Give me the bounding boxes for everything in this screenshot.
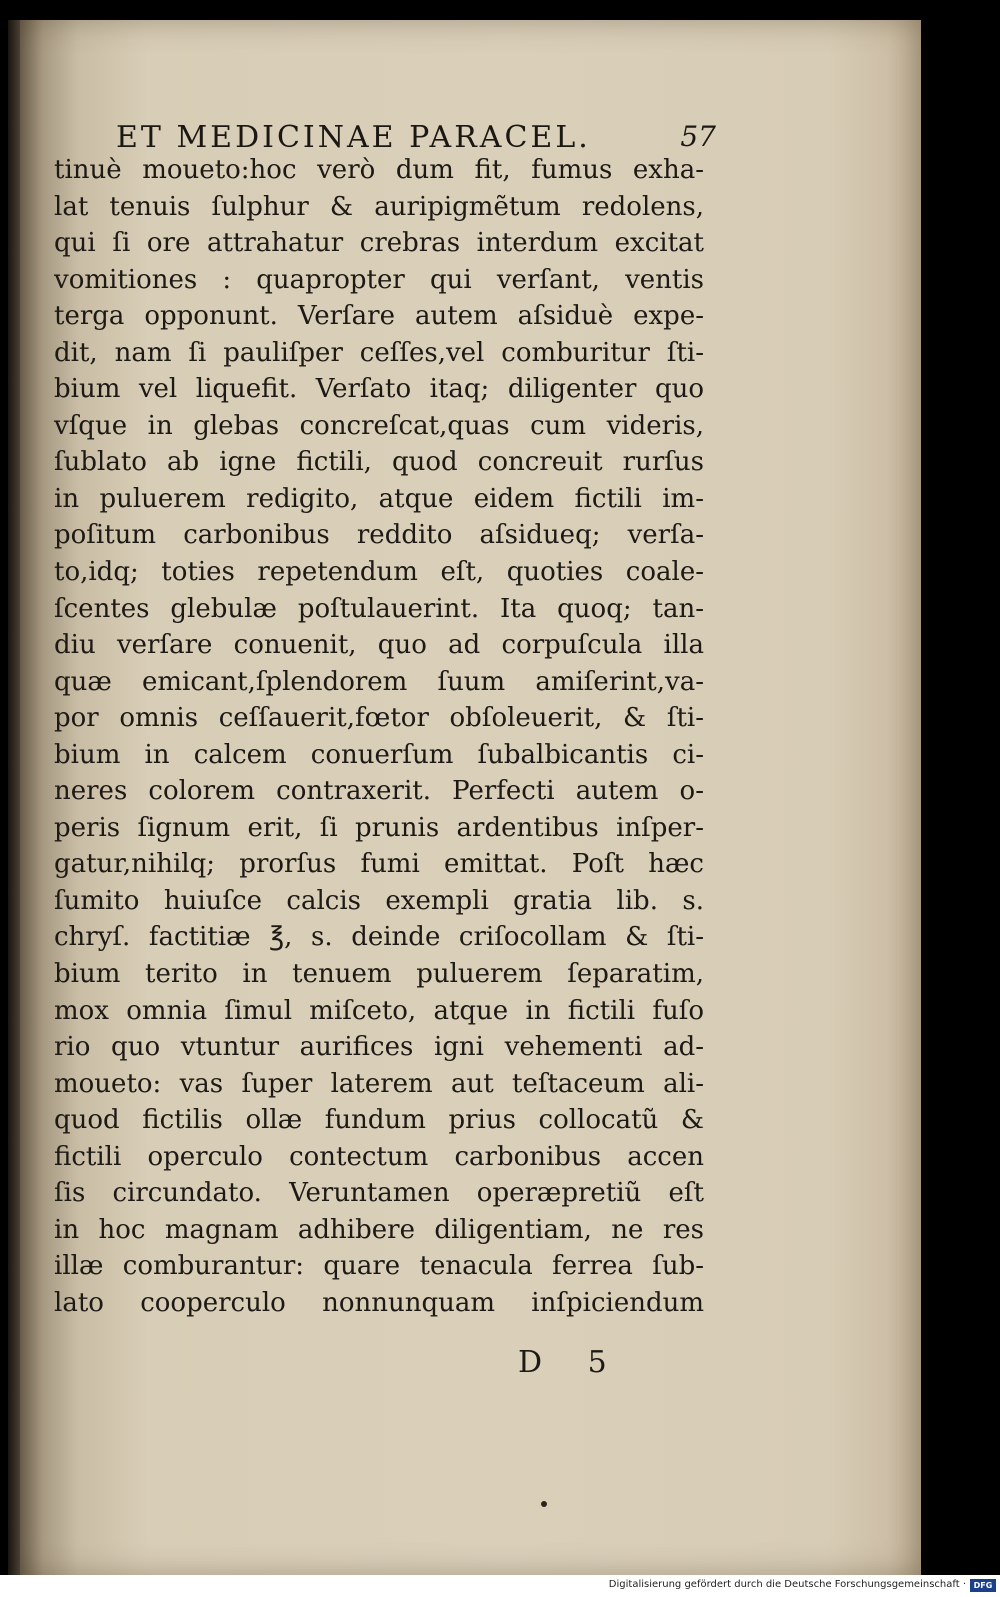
text-line: neres colorem contraxerit. Perfecti autem o-: [54, 776, 704, 807]
text-line: bium vel liquefit. Verſato itaq; diligenter quo: [54, 374, 704, 405]
body-text: [54, 152, 704, 1322]
text-line: gatur,nihilq; prorſus fumi emittat. Poſt hæc: [54, 849, 704, 880]
text-line: bium terito in tenuem puluerem ſeparatim,: [54, 959, 704, 990]
text-line: ſumito huiuſce calcis exempli gratia lib. s.: [54, 885, 704, 916]
text-line: quod fictilis ollæ fundum prius collocatũ &: [54, 1105, 704, 1136]
footer-bar: [0, 1575, 1000, 1597]
page-gutter-shadow: [8, 20, 20, 1576]
text-line: poſitum carbonibus reddito aſsidueq; verſa-: [54, 520, 704, 551]
ink-speck: [541, 1501, 547, 1507]
text-line: lato cooperculo nonnunquam inſpiciendum: [54, 1287, 704, 1318]
text-line: vſque in glebas concreſcat,quas cum videris,: [54, 410, 704, 441]
text-line: ſcentes glebulæ poſtulauerint. Ita quoq; tan-: [54, 593, 704, 624]
text-line: terga opponunt. Verſare autem aſsiduè expe-: [54, 301, 704, 332]
text-line: in hoc magnam adhibere diligentiam, ne res: [54, 1214, 704, 1245]
text-line: rio quo vtuntur aurifices igni vehementi ad-: [54, 1032, 704, 1063]
book-page: [8, 20, 921, 1576]
text-line: in puluerem redigito, atque eidem fictili im-: [54, 483, 704, 514]
text-line: fictili operculo contectum carbonibus accen: [54, 1141, 704, 1172]
running-head: ET MEDICINAE PARACEL.: [116, 120, 591, 155]
text-line: moueto: vas ſuper laterem aut teſtaceum ali-: [54, 1068, 704, 1099]
text-line: dit, nam ſi pauliſper ceſſes,vel comburitur ſti-: [54, 337, 704, 368]
text-line: quæ emicant,ſplendorem ſuum amiſerint,va-: [54, 666, 704, 697]
page-number: 57: [680, 120, 716, 153]
text-line: mox omnia ſimul miſceto, atque in fictili fuſo: [54, 995, 704, 1026]
text-line: illæ comburantur: quare tenacula ferrea ſub-: [54, 1251, 704, 1282]
text-line: ſublato ab igne fictili, quod concreuit rurſus: [54, 447, 704, 478]
signature-mark: D 5: [518, 1345, 625, 1380]
text-line: tinuè moueto:hoc verò dum fit, fumus exha-: [54, 155, 704, 185]
funding-credit: Digitalisierung gefördert durch die Deutsche Forschungsgemeinschaft ·: [608, 1579, 966, 1590]
text-line: lat tenuis ſulphur & auripigmẽtum redolens,: [54, 191, 704, 222]
text-line: chryſ. factitiæ ℥, s. deinde criſocollam & ſti-: [54, 922, 704, 953]
text-line: to,idq; toties repetendum eſt, quoties coale-: [54, 557, 704, 588]
text-line: qui ſi ore attrahatur crebras interdum excitat: [54, 228, 704, 259]
text-line: peris ſignum erit, ſi prunis ardentibus inſper-: [54, 812, 704, 843]
text-line: bium in calcem conuerſum ſubalbicantis ci-: [54, 739, 704, 770]
text-line: vomitiones : quapropter qui verſant, ventis: [54, 264, 704, 295]
dfg-logo-icon: DFG: [970, 1579, 996, 1592]
text-line: por omnis ceſſauerit,fœtor obſoleuerit, & ſti-: [54, 703, 704, 734]
text-line: ſis circundato. Veruntamen operæpretiũ eſt: [54, 1178, 704, 1209]
text-line: diu verſare conuenit, quo ad corpuſcula illa: [54, 630, 704, 661]
